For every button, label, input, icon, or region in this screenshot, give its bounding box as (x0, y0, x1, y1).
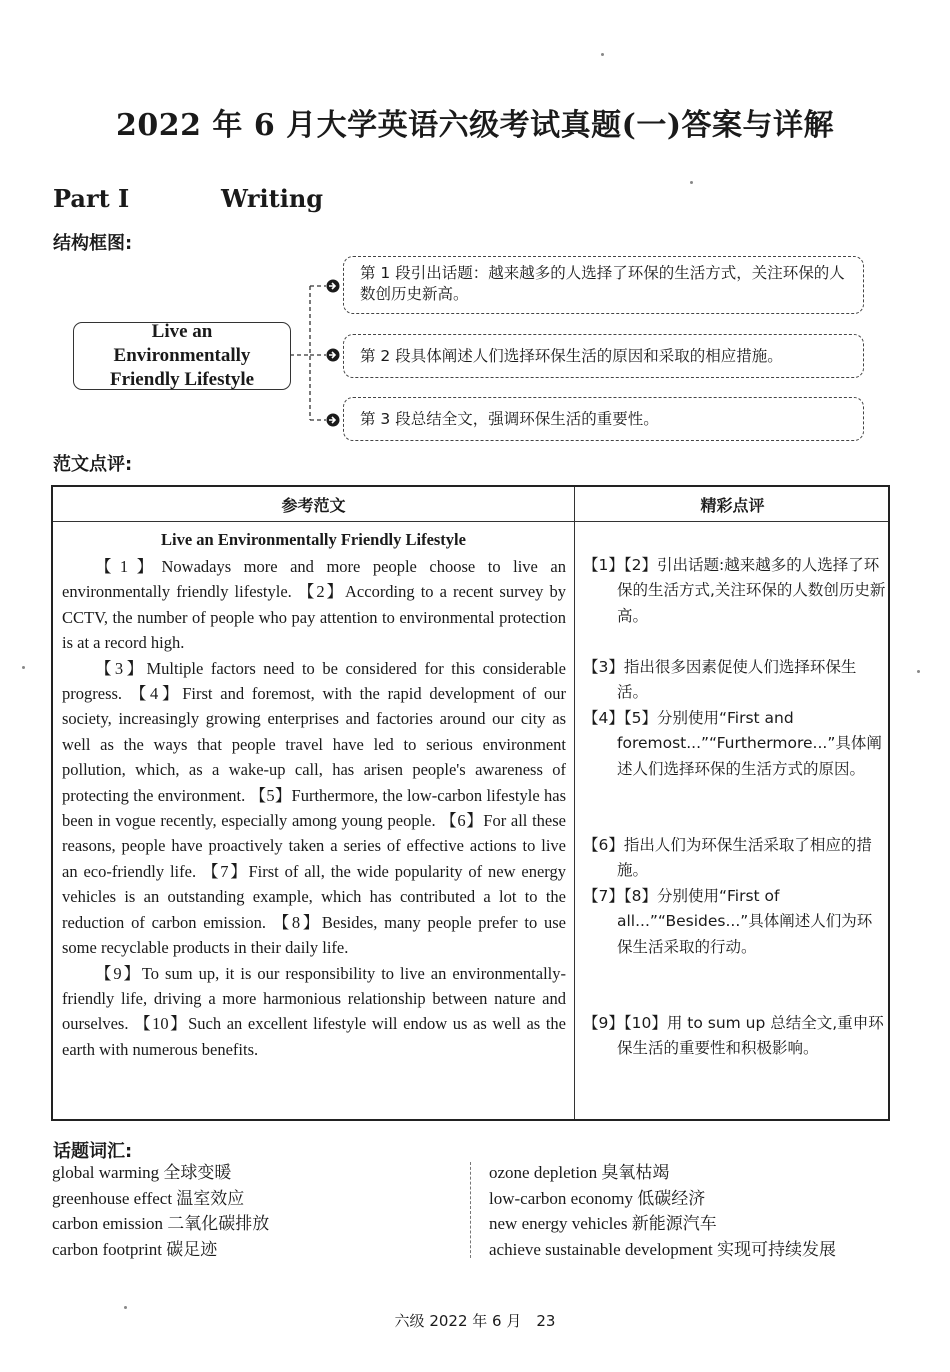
vocab-divider (470, 1162, 471, 1258)
table-header-comments: 精彩点评 (700, 496, 765, 515)
vocab-list-right (489, 1160, 836, 1262)
vocab-item: ozone depletion 臭氧枯竭 (489, 1163, 670, 1182)
essay-table (51, 485, 890, 1121)
vocab-item: carbon footprint 碳足迹 (52, 1239, 218, 1259)
page-title: 2022 年 6 月大学英语六级考试真题(一)答案与详解 (115, 108, 835, 143)
essay-paragraph: 【1】Nowadays more and more people choose to live an environmentally friendly lifestyle. 【2】According to a recent survey by CCTV, the number of people who pay attention to environmental protection is at a record high. (62, 557, 566, 653)
essay-body (62, 554, 566, 1062)
vocab-item: carbon emission 二氧化碳排放 (52, 1214, 270, 1233)
framework-paragraph-1: 第 1 段引出话题：越来越多的人选择了环保的生活方式，关注环保的人数创历史新高。 (343, 256, 864, 314)
essay-paragraph: 【3】Multiple factors need to be considered for this considerable progress. 【4】First and foremost, with the rapid development of our society, increasingly growing enterprises and factories around our city as well as the ways that people travel have led to serious environment pollution, which, as a wake-up call, has arisen people's awareness of protecting the environment. 【5】Furthermore, the low-carbon lifestyle has been in vogue recently, especially among young people. 【6】For all these reasons, people have proactively taken a series of effective actions to live an eco-friendly life. 【7】First of all, the wide popularity of new energy vehicles is an outstanding example, which has contributed a lot to the reduction of carbon emission. 【8】Besides, many people prefer to use some recyclable products in their daily life. (62, 658, 566, 958)
essay-title: Live an Environmentally Friendly Lifestyle (161, 530, 466, 549)
vocab-item: achieve sustainable development 实现可持续发展 (489, 1239, 836, 1259)
vocab-list-left (52, 1160, 269, 1262)
framework-paragraph-3: 第 3 段总结全文，强调环保生活的重要性。 (343, 397, 864, 441)
scan-speck (124, 1306, 127, 1309)
vocab-item: greenhouse effect 温室效应 (52, 1188, 245, 1208)
essay-paragraph: 【9】To sum up, it is our responsibility to live an environmentally-friendly life, driving a more harmonious relationship between nature and ourselves. 【10】Such an excellent lifestyle will endow us as well as the earth with numerous benefits. (62, 963, 566, 1059)
page-footer: 六级 2022 年 6 月 23 (394, 1312, 556, 1330)
vocab-item: new energy vehicles 新能源汽车 (489, 1214, 717, 1233)
comment-item: 【9】【10】用 to sum up 总结全文,重申环保生活的重要性和积极影响。 (583, 1014, 884, 1058)
framework-center-text: Live an Environmentally Friendly Lifestyle (109, 321, 255, 390)
table-header-essay: 参考范文 (281, 496, 346, 515)
scan-speck (601, 53, 604, 56)
framework-label: 结构框图: (53, 233, 133, 254)
vocab-label: 话题词汇: (53, 1141, 133, 1162)
part-name: Writing (221, 184, 324, 213)
vocab-item: low-carbon economy 低碳经济 (489, 1188, 706, 1208)
framework-paragraph-2: 第 2 段具体阐述人们选择环保生活的原因和采取的相应措施。 (343, 334, 864, 378)
scan-speck (22, 666, 25, 669)
scan-speck (690, 181, 693, 184)
comment-item: 【3】指出很多因素促使人们选择环保生活。 (583, 658, 857, 702)
framework-center-box (73, 322, 291, 390)
comment-item: 【1】【2】引出话题:越来越多的人选择了环保的生活方式,关注环保的人数创历史新高。 (583, 556, 886, 625)
comment-item: 【6】指出人们为环保生活采取了相应的措施。 (583, 836, 872, 880)
commentary-label: 范文点评: (53, 454, 133, 475)
arrow-circle-icon (327, 280, 340, 427)
scan-speck (917, 670, 920, 673)
comment-item: 【7】【8】分别使用“First of all...”“Besides...”具体阐述人们为环保生活采取的行动。 (583, 887, 873, 956)
comment-item: 【4】【5】分别使用“First and foremost...”“Furthermore...”具体阐述人们选择环保的生活方式的原因。 (583, 709, 882, 778)
vocab-item: global warming 全球变暖 (52, 1163, 232, 1182)
part-label: Part Ⅰ (53, 184, 130, 213)
